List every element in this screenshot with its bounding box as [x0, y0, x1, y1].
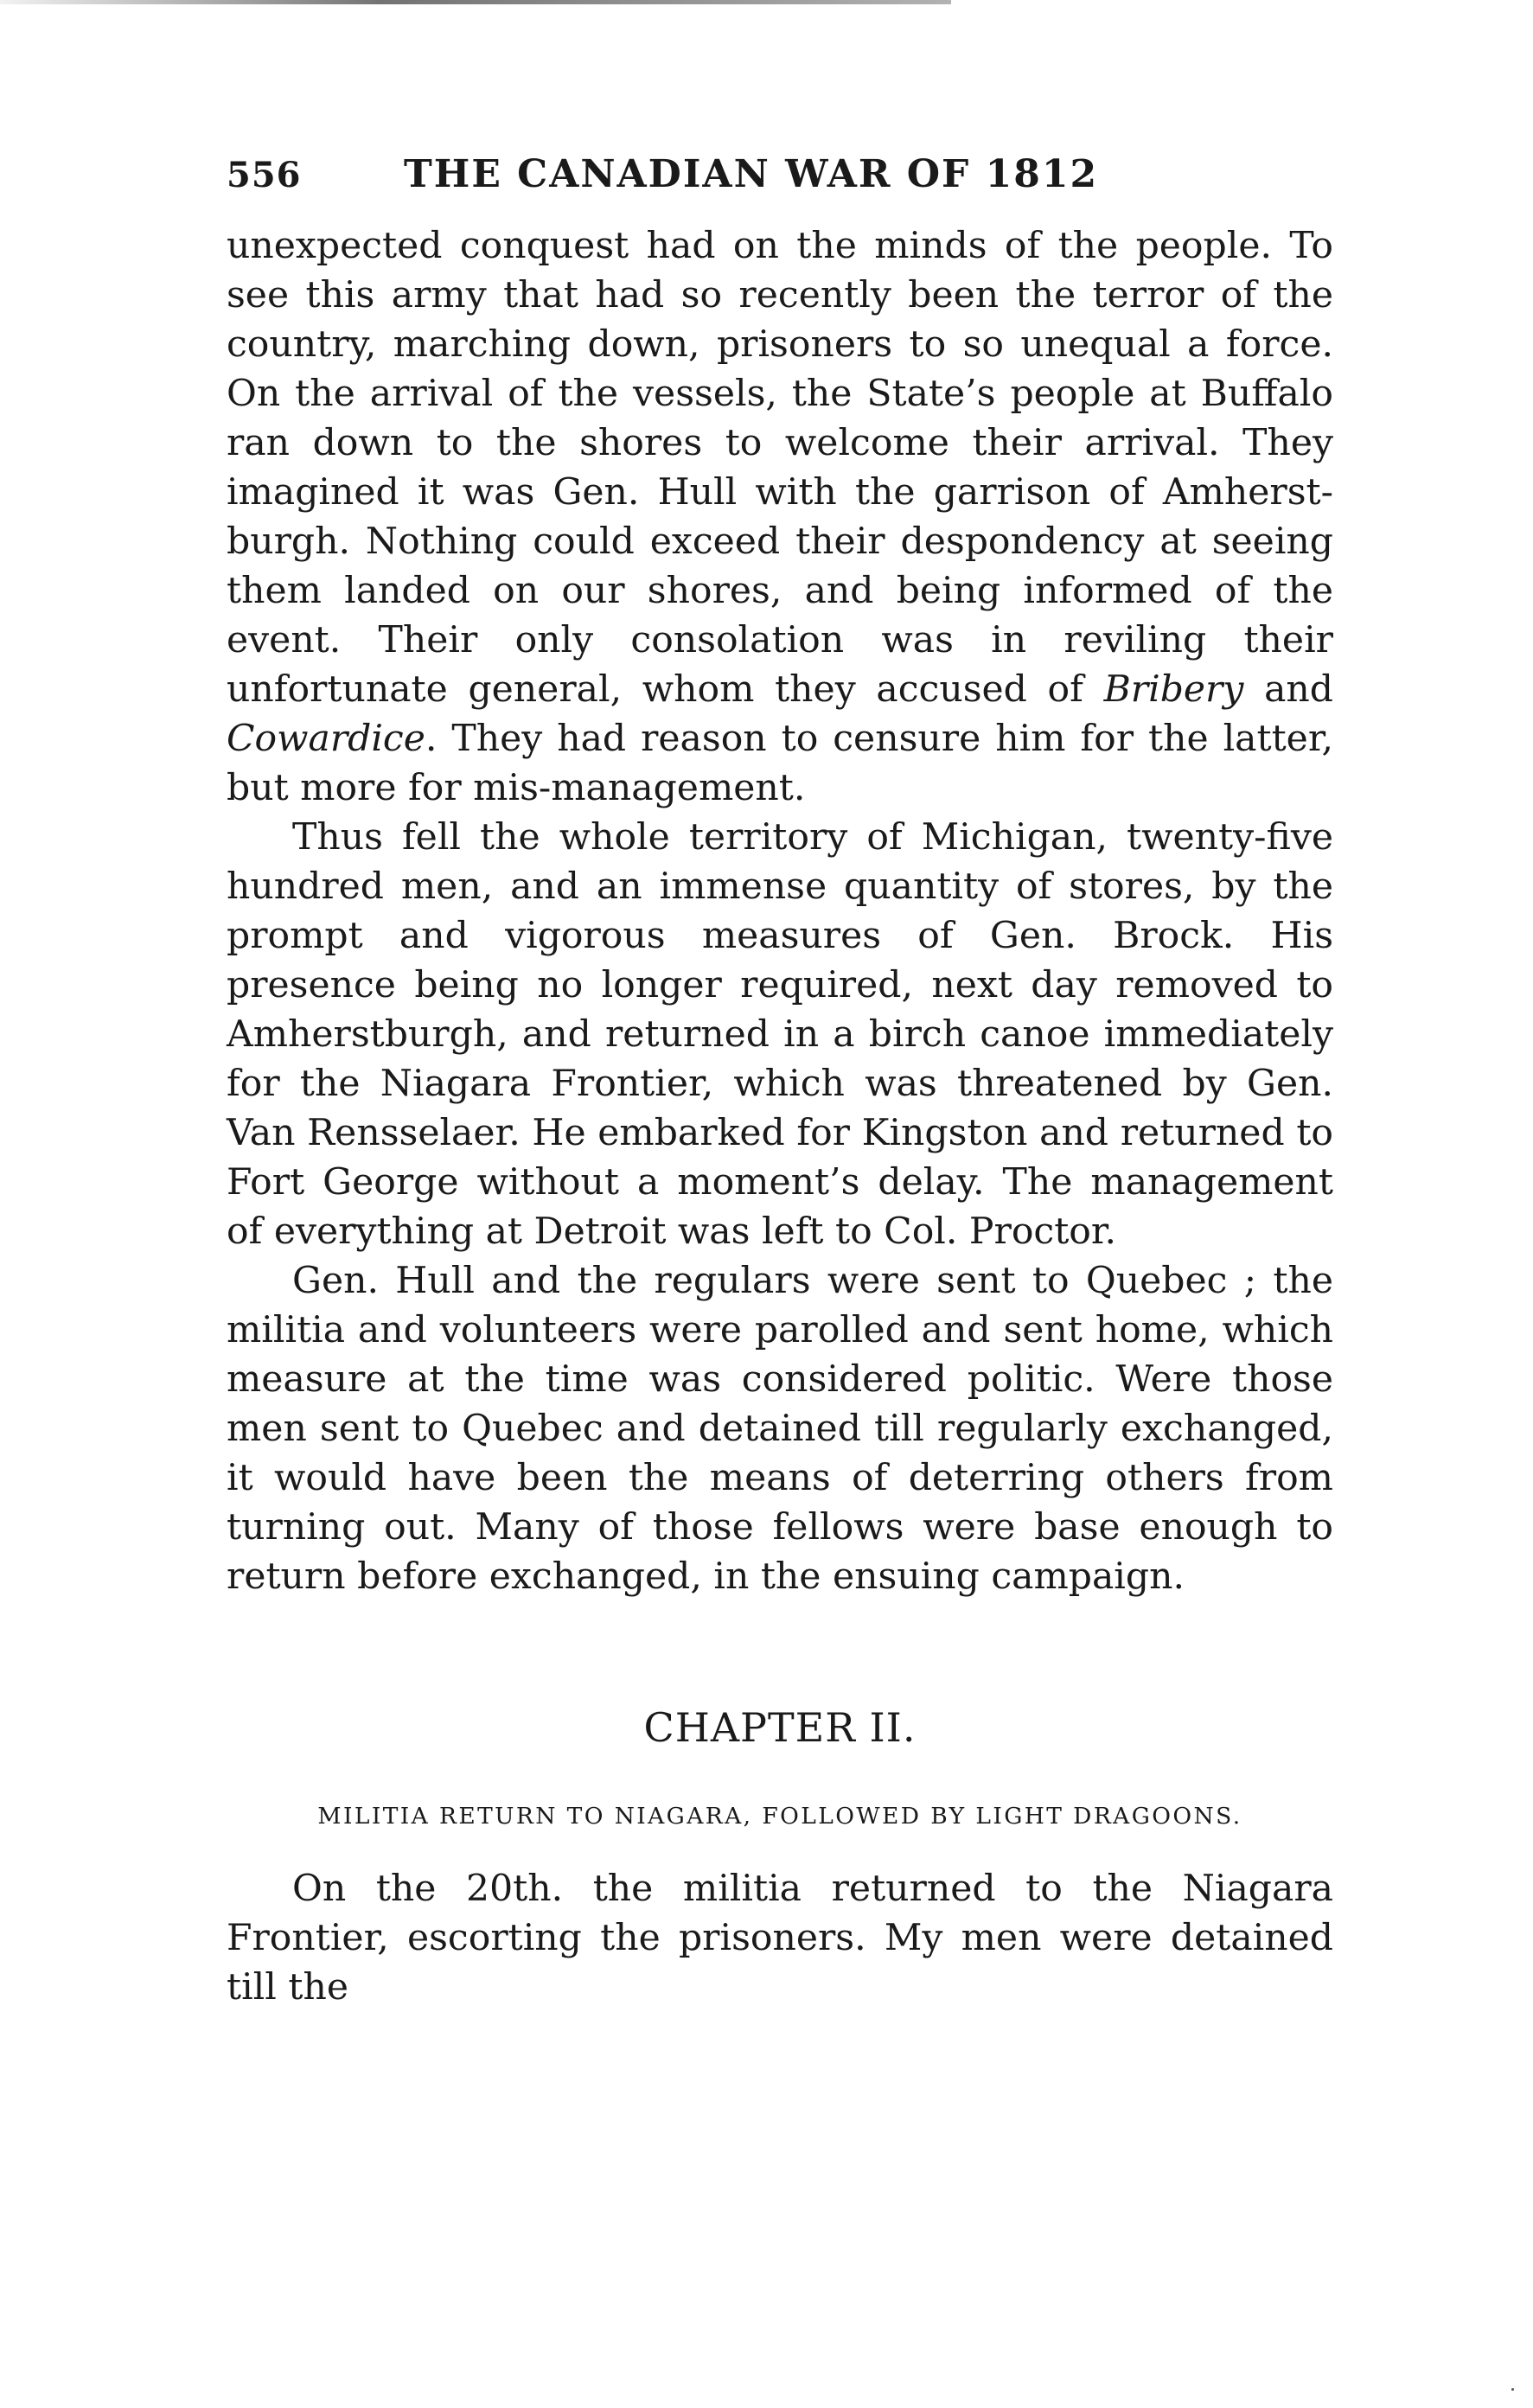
paragraph-1-connector: and	[1243, 668, 1333, 711]
chapter-text	[227, 221, 1333, 2012]
page-number: 556	[227, 155, 302, 195]
scan-top-edge	[0, 0, 951, 4]
chapter-heading: CHAPTER II.	[643, 1704, 917, 1751]
italic-cowardice: Cowardice	[227, 718, 425, 760]
chapter-opening-paragraph: On the 20th. the militia returned to the Niagara Frontier, escorting the prisoners. My men were detained till the	[227, 1868, 1333, 2009]
chapter-summary: MILITIA RETURN TO NIAGARA, FOLLOWED BY LIGHT DRAGOONS.	[317, 1803, 1242, 1830]
book-page	[227, 152, 1333, 2012]
paragraph-1-text: unexpected conquest had on the minds of the people. To see this army that had so recently been the terror of the country, marching down, prisoners to so unequal a force. On the arrival of the vessels, the State’s people at Buffalo ran down to the shores to welcome their arrival. They imagined it was Gen. Hull with the garrison of Amherst-burgh. Nothing could exceed their despondency at seeing them landed on our shores, and being informed of the event. Their only consolation was in reviling their unfortunate general, whom they accused of	[227, 225, 1333, 711]
scan-speck	[1511, 2388, 1514, 2391]
paragraph-3: Gen. Hull and the regulars were sent to Quebec ; the militia and volunteers were parolled and sent home, which measure at the time was considered politic. Were those men sent to Quebec and detained till regularly exchanged, it would have been the means of deterring others from turning out. Many of those fellows were base enough to return before exchanged, in the ensuing campaign.	[227, 1260, 1333, 1598]
running-head	[227, 152, 1333, 204]
running-title: THE CANADIAN WAR OF 1812	[404, 152, 1099, 196]
paragraph-1	[227, 221, 1333, 813]
italic-bribery: Bribery	[1103, 668, 1244, 711]
paragraph-1-ending: . They had reason to censure him for the latter, but more for mis-management.	[227, 718, 1333, 809]
paragraph-2: Thus fell the whole territory of Michigan, twenty-five hundred men, and an immense quantity of stores, by the prompt and vigorous measures of Gen. Brock. His presence being no longer required, next day removed to Amherstburgh, and returned in a birch canoe immediately for the Niagara Frontier, which was threatened by Gen. Van Rensselaer. He embarked for Kingston and returned to Fort George without a moment’s delay. The management of everything at Detroit was left to Col. Proctor.	[227, 816, 1333, 1253]
